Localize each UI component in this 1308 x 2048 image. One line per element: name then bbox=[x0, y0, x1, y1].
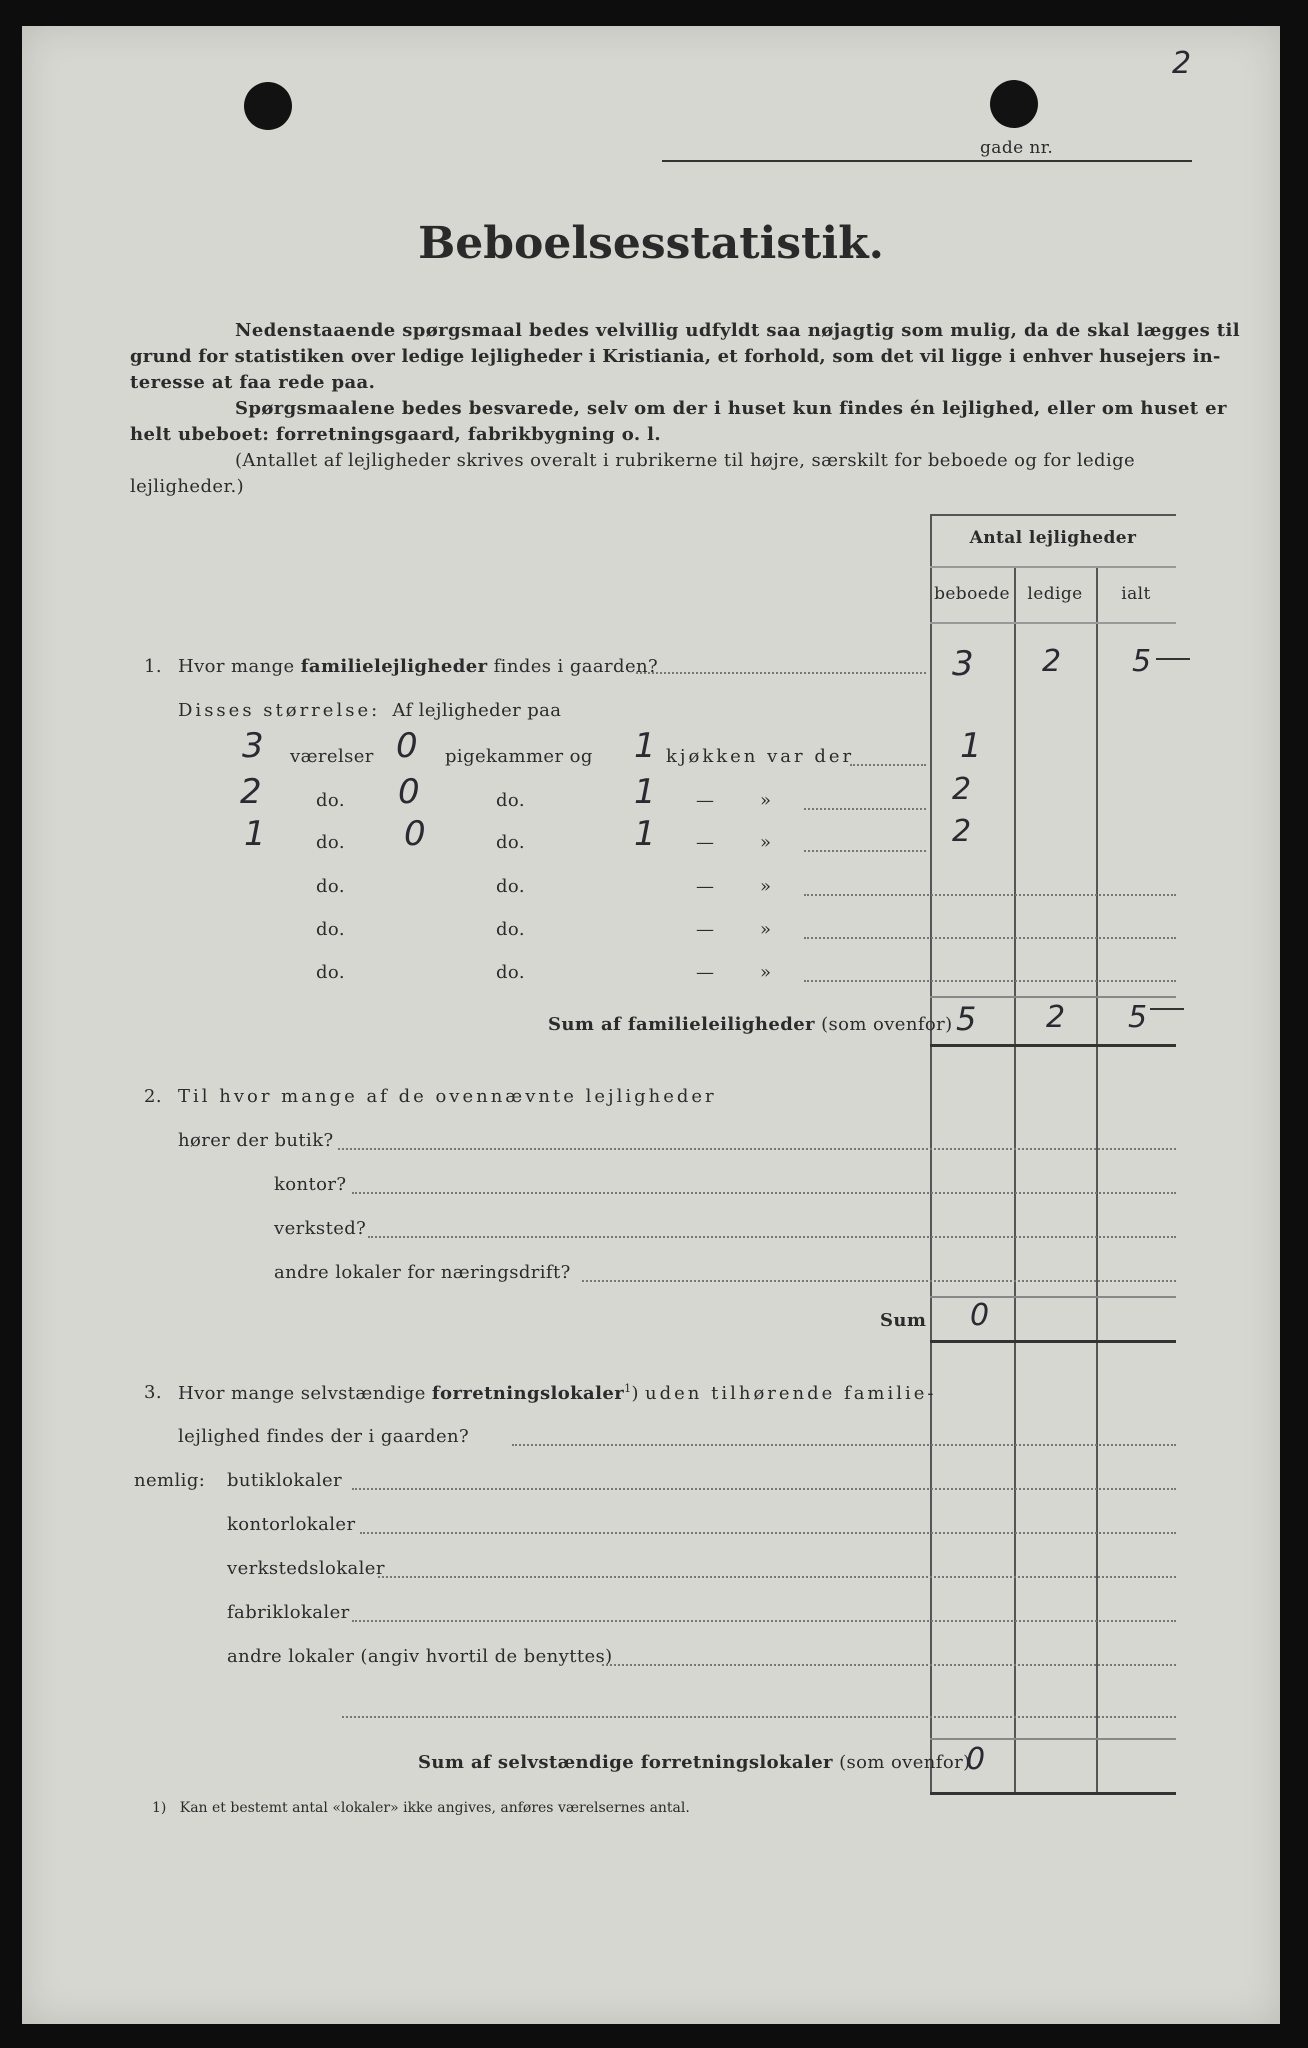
q1-sizes-label: Disses størrelse: Af lejligheder paa bbox=[178, 700, 562, 721]
empty-row-3-dash: — bbox=[696, 962, 715, 983]
empty-row-1-do-1: do. bbox=[316, 876, 345, 897]
q1-sum-bottom-rule bbox=[930, 1044, 1176, 1047]
q2-sum-bottom-rule bbox=[930, 1340, 1176, 1343]
page-title: Beboelsesstatistik. bbox=[418, 218, 884, 269]
q2-number: 2. bbox=[144, 1086, 162, 1107]
size-row-3-do-2: do. bbox=[496, 832, 525, 853]
empty-row-3-do-1: do. bbox=[316, 962, 345, 983]
gade-line bbox=[662, 160, 1192, 162]
empty-row-1-do-2: do. bbox=[496, 876, 525, 897]
q3-sum-top-rule bbox=[930, 1738, 1176, 1740]
q3-item-kontorlokaler: kontorlokaler bbox=[227, 1514, 356, 1535]
header-bottom-rule bbox=[930, 622, 1176, 624]
size-row-3-dots bbox=[804, 850, 926, 852]
size-row-2-do-2: do. bbox=[496, 790, 525, 811]
size-row-2-rooms: 2 bbox=[240, 772, 262, 812]
q1-leader-dots bbox=[636, 672, 926, 674]
q3-item-kontorlokaler-dots bbox=[360, 1532, 1176, 1534]
q2-item-andre-dots bbox=[582, 1280, 1176, 1282]
q3-sum-label: Sum af selvstændige forretningslokaler (som ovenfor) bbox=[418, 1752, 971, 1773]
punch-hole-right bbox=[990, 80, 1038, 128]
q1-sum-ialt: 5 bbox=[1128, 1000, 1148, 1035]
empty-row-2-dots bbox=[804, 937, 1176, 939]
intro-line-7: lejligheder.) bbox=[130, 476, 245, 497]
q1-ialt-value: 5 bbox=[1132, 644, 1152, 679]
size-row-1-beboede: 1 bbox=[960, 726, 982, 766]
q2-item-butik: hører der butik? bbox=[178, 1130, 334, 1151]
q3-sum-bottom-rule bbox=[930, 1792, 1176, 1795]
q2-item-andre: andre lokaler for næringsdrift? bbox=[274, 1262, 571, 1283]
q3-item-butiklokaler: butiklokaler bbox=[227, 1470, 343, 1491]
size-row-3-dash: — bbox=[696, 832, 715, 853]
intro-line-3: teresse at faa rede paa. bbox=[130, 372, 376, 393]
q3-item-andre-dots bbox=[602, 1664, 1176, 1666]
intro-line-1: Nedenstaaende spørgsmaal bedes velvillig udfyldt saa nøjagtig som mulig, da de skal lægges til bbox=[235, 320, 1240, 341]
empty-row-1-quote: » bbox=[760, 876, 772, 897]
intro-line-4: Spørgsmaalene bedes besvarede, selv om der i huset kun findes én lejlighed, eller om huset er bbox=[235, 398, 1227, 419]
q2-item-butik-dots bbox=[338, 1148, 1176, 1150]
empty-row-2-do-1: do. bbox=[316, 919, 345, 940]
empty-row-3-quote: » bbox=[760, 962, 772, 983]
q1-number: 1. bbox=[144, 656, 162, 677]
size-row-1-maid-label: pigekammer og bbox=[445, 746, 593, 767]
header-sub-rule bbox=[930, 566, 1176, 568]
size-row-3-beboede: 2 bbox=[952, 814, 972, 849]
size-row-2-maid-rooms: 0 bbox=[398, 772, 420, 812]
gade-label: gade nr. bbox=[980, 138, 1054, 158]
table-group-header: Antal lejligheder bbox=[969, 528, 1137, 548]
empty-row-3-dots bbox=[804, 980, 1176, 982]
intro-line-6: (Antallet af lejligheder skrives overalt i rubrikerne til højre, særskilt for beboede og for ledige bbox=[235, 450, 1136, 471]
empty-row-1-dots bbox=[804, 894, 1176, 896]
q2-item-kontor-dots bbox=[352, 1192, 1176, 1194]
form-sheet bbox=[22, 26, 1280, 2024]
q3-item-verkstedslokaler: verkstedslokaler bbox=[227, 1558, 385, 1579]
table-left-rule bbox=[930, 514, 932, 1794]
q2-sum-beboede: 0 bbox=[970, 1298, 990, 1333]
q3-sum-beboede: 0 bbox=[966, 1742, 986, 1777]
empty-row-3-do-2: do. bbox=[496, 962, 525, 983]
size-row-1-dots bbox=[850, 764, 926, 766]
size-row-1-kitchens: 1 bbox=[634, 726, 656, 766]
intro-line-5: helt ubeboet: forretningsgaard, fabrikbygning o. l. bbox=[130, 424, 662, 445]
size-row-2-dots bbox=[804, 808, 926, 810]
q3-item-fabriklokaler-dots bbox=[352, 1620, 1176, 1622]
q3-nemlig: nemlig: bbox=[134, 1470, 206, 1491]
q1-ledige-value: 2 bbox=[1042, 644, 1062, 679]
q2-item-kontor: kontor? bbox=[274, 1174, 347, 1195]
size-row-1-rooms-label: værelser bbox=[290, 746, 374, 767]
col-header-ledige: ledige bbox=[1027, 584, 1083, 604]
empty-row-2-dash: — bbox=[696, 919, 715, 940]
q3-item-fabriklokaler: fabriklokaler bbox=[227, 1602, 350, 1623]
q1-sum-ialt-stroke bbox=[1150, 1008, 1184, 1010]
size-row-2-kitchens: 1 bbox=[634, 772, 656, 812]
q1-sum-ledige: 2 bbox=[1046, 1000, 1066, 1035]
footnote: 1) Kan et bestemt antal «lokaler» ikke angives, anføres værelsernes antal. bbox=[152, 1800, 690, 1816]
size-row-2-quote: » bbox=[760, 790, 772, 811]
empty-row-2-quote: » bbox=[760, 919, 772, 940]
size-row-3-quote: » bbox=[760, 832, 772, 853]
q1-sum-top-rule bbox=[930, 996, 1176, 998]
q3-question-dots bbox=[512, 1444, 1176, 1446]
q3-question-line-1: Hvor mange selvstændige forretningslokaler$^1$) uden tilhørende familie- bbox=[178, 1382, 937, 1404]
q2-sum-top-rule bbox=[930, 1296, 1176, 1298]
q3-item-andre: andre lokaler (angiv hvortil de benyttes) bbox=[227, 1646, 613, 1667]
q1-question: Hvor mange familielejligheder findes i gaarden? bbox=[178, 656, 659, 677]
q1-beboede-value: 3 bbox=[952, 644, 974, 684]
q3-question-line-2: lejlighed findes der i gaarden? bbox=[178, 1426, 470, 1447]
size-row-2-dash: — bbox=[696, 790, 715, 811]
col-header-beboede: beboede bbox=[934, 584, 1010, 604]
col-divider-1 bbox=[1014, 566, 1016, 1794]
q2-item-verksted-dots bbox=[368, 1236, 1176, 1238]
size-row-3-maid-rooms: 0 bbox=[404, 814, 426, 854]
q1-ialt-stroke bbox=[1156, 658, 1190, 660]
punch-hole-left bbox=[244, 82, 292, 130]
q1-sum-beboede: 5 bbox=[956, 1000, 977, 1038]
page-number-mark: 2 bbox=[1172, 46, 1192, 81]
intro-line-2: grund for statistiken over ledige lejligheder i Kristiania, et forhold, som det vil ligge i enhver husejers in- bbox=[130, 346, 1221, 367]
q3-number: 3. bbox=[144, 1382, 162, 1403]
q2-question: Til hvor mange af de ovennævnte lejligheder bbox=[178, 1086, 717, 1107]
q2-sum-label: Sum bbox=[880, 1310, 927, 1331]
size-row-2-do-1: do. bbox=[316, 790, 345, 811]
col-header-ialt: ialt bbox=[1121, 584, 1151, 604]
table-top-rule bbox=[930, 514, 1176, 516]
q1-sum-label: Sum af familieleiligheder (som ovenfor) bbox=[548, 1014, 953, 1035]
q2-item-verksted: verksted? bbox=[274, 1218, 367, 1239]
size-row-3-kitchens: 1 bbox=[634, 814, 656, 854]
size-row-2-beboede: 2 bbox=[952, 772, 972, 807]
size-row-3-do-1: do. bbox=[316, 832, 345, 853]
q3-item-butiklokaler-dots bbox=[352, 1488, 1176, 1490]
size-row-3-rooms: 1 bbox=[244, 814, 266, 854]
size-row-1-kitchen-label: kjøkken var der bbox=[666, 746, 855, 767]
size-row-1-rooms: 3 bbox=[242, 726, 264, 766]
size-row-1-maid-rooms: 0 bbox=[396, 726, 418, 766]
q3-item-verkstedslokaler-dots bbox=[378, 1576, 1176, 1578]
q3-blank-line bbox=[342, 1716, 1176, 1718]
col-divider-2 bbox=[1096, 566, 1098, 1794]
empty-row-2-do-2: do. bbox=[496, 919, 525, 940]
empty-row-1-dash: — bbox=[696, 876, 715, 897]
